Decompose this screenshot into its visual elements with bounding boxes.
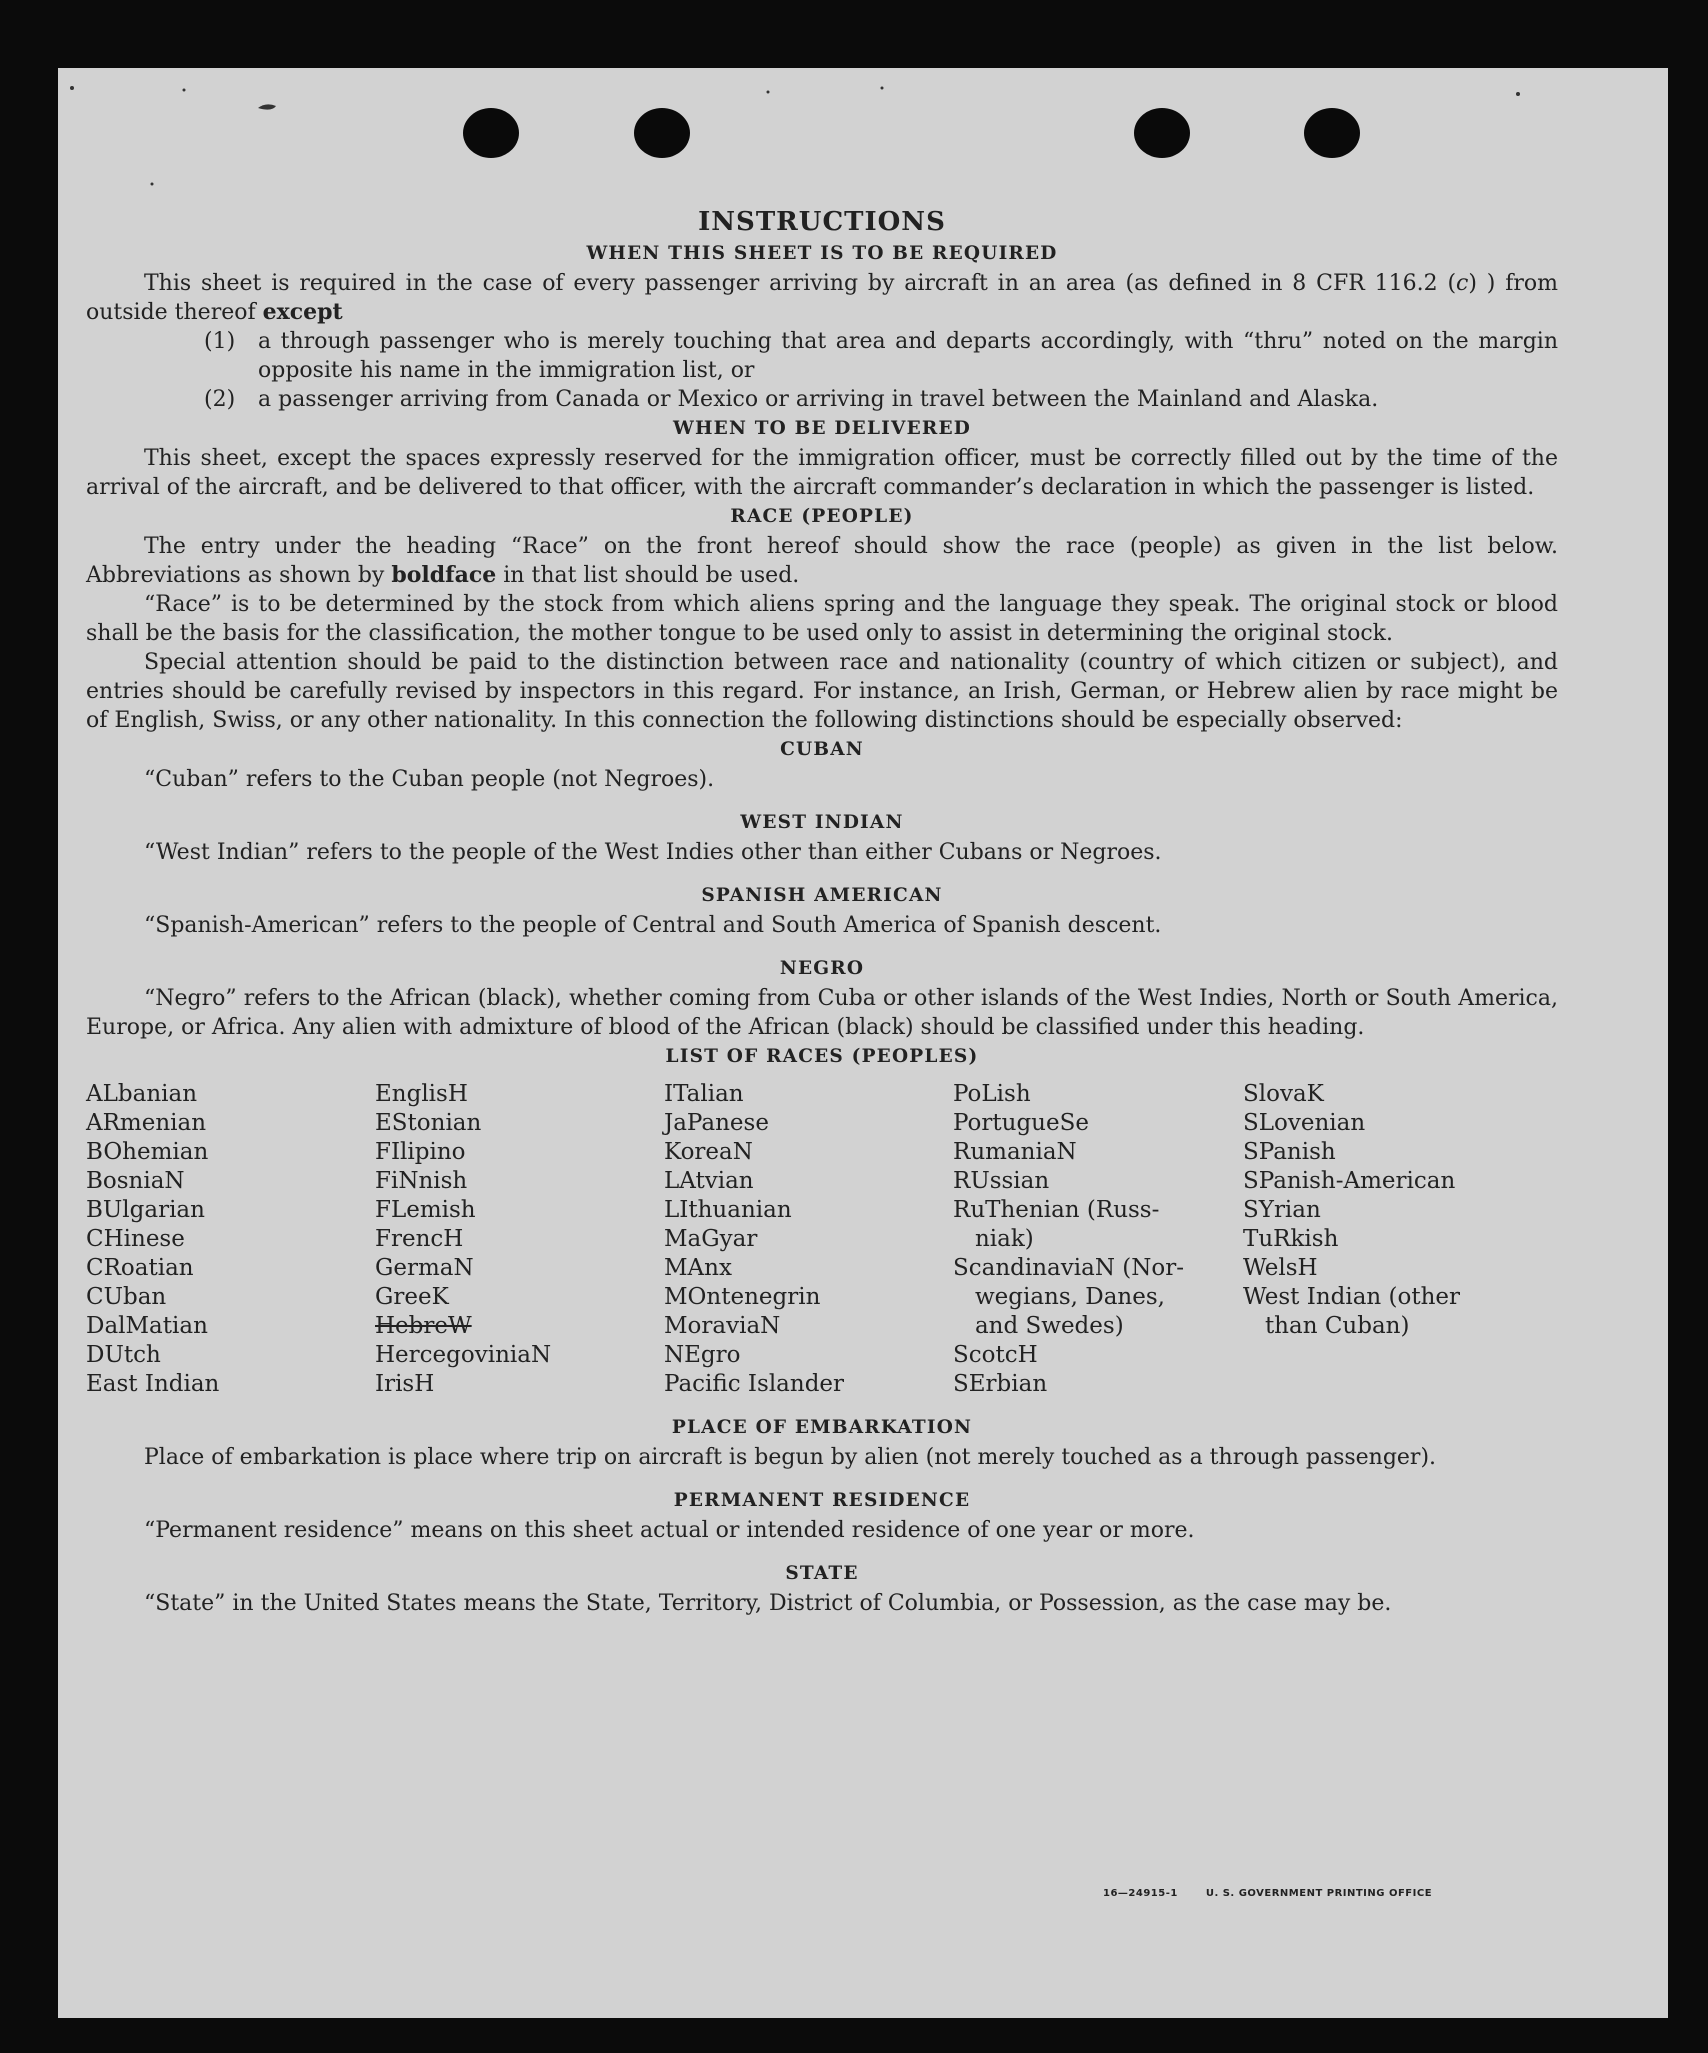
race-entry: EStonian xyxy=(375,1110,482,1136)
embarkation-text: Place of embarkation is place where trip on aircraft is begun by alien (not merely touched as a through passenger). xyxy=(144,1445,1437,1470)
race-entry: SPanish xyxy=(1243,1139,1336,1165)
required-intro: This sheet is required in the case of every passenger arriving by aircraft in an area (as defined in 8 CFR 116.2 (c) ) from outside thereof except xyxy=(86,271,1559,325)
race-entry: ARmenian xyxy=(86,1110,207,1136)
state-text: “State” in the United States means the State, Territory, District of Columbia, or Possession, as the case may be. xyxy=(144,1591,1392,1616)
race-entry: JaPanese xyxy=(664,1110,769,1136)
races-column xyxy=(953,1080,1243,1399)
race-entry: RumaniaN xyxy=(953,1139,1077,1165)
race-entry: FiNnish xyxy=(375,1168,468,1194)
race-paragraph-1: The entry under the heading “Race” on the front hereof should show the race (people) as given in the list below. Abbreviations as shown by boldface in that list should be used. xyxy=(86,534,1558,588)
race-entry: TuRkish xyxy=(1243,1226,1339,1252)
required-item: (2) a passenger arriving from Canada or Mexico or arriving in travel between the Mainland and Alaska. xyxy=(204,387,1379,412)
race-entry: FrencH xyxy=(375,1226,464,1252)
section-heading-residence: PERMANENT RESIDENCE xyxy=(673,1490,971,1511)
section-heading-required: WHEN THIS SHEET IS TO BE REQUIRED xyxy=(586,243,1058,264)
race-entry: BUlgarian xyxy=(86,1197,205,1223)
race-entry: HebreW xyxy=(375,1313,472,1339)
residence-text: “Permanent residence” means on this sheet actual or intended residence of one year or more. xyxy=(144,1518,1195,1543)
race-entry: FLemish xyxy=(375,1197,476,1223)
section-heading-state: STATE xyxy=(785,1563,859,1584)
races-column xyxy=(664,1080,953,1399)
section-heading-negro: NEGRO xyxy=(779,958,865,979)
races-column xyxy=(375,1080,664,1399)
race-entry: MoraviaN xyxy=(664,1313,781,1339)
race-paragraph-2: “Race” is to be determined by the stock from which aliens spring and the language they speak. The original stock or blood shall be the basis for the classification, the mother tongue to be used only to assist in determining the original stock. xyxy=(86,592,1558,646)
race-entry: NEgro xyxy=(664,1342,741,1368)
race-entry: ScotcH xyxy=(953,1342,1038,1368)
race-entry: SlovaK xyxy=(1243,1081,1324,1107)
section-heading-spanish-american: SPANISH AMERICAN xyxy=(701,885,943,906)
spanish-american-text: “Spanish-American” refers to the people of Central and South America of Spanish descent. xyxy=(144,913,1162,938)
race-entry: East Indian xyxy=(86,1371,220,1397)
race-entry: SLovenian xyxy=(1243,1110,1366,1136)
section-heading-embarkation: PLACE OF EMBARKATION xyxy=(671,1417,973,1438)
race-paragraph-3: Special attention should be paid to the distinction between race and nationality (country of which citizen or subject), and entries should be carefully revised by inspectors in this regard. For instance, an Irish, German, or Hebrew alien by race might be of English, Swiss, or any other nationality. In this connection the following distinctions should be especially observed: xyxy=(86,650,1558,733)
races-list xyxy=(86,1080,1558,1399)
race-entry: DUtch xyxy=(86,1342,161,1368)
section-heading-cuban: CUBAN xyxy=(780,739,864,760)
delivered-text: This sheet, except the spaces expressly reserved for the immigration officer, must be correctly filled out by the time of the arrival of the aircraft, and be delivered to that officer, with the aircraft commander’s declaration in which the passenger is listed. xyxy=(86,446,1558,500)
races-column xyxy=(86,1080,375,1399)
race-entry: West Indian (other than Cuban) xyxy=(1243,1284,1461,1339)
race-entry: LIthuanian xyxy=(664,1197,792,1223)
section-heading-race: RACE (PEOPLE) xyxy=(730,506,914,527)
race-entry: BOhemian xyxy=(86,1139,209,1165)
race-entry: RUssian xyxy=(953,1168,1050,1194)
race-entry: SErbian xyxy=(953,1371,1048,1397)
race-entry: WelsH xyxy=(1243,1255,1318,1281)
race-entry: IrisH xyxy=(375,1371,435,1397)
race-entry: MAnx xyxy=(664,1255,732,1281)
section-heading-west-indian: WEST INDIAN xyxy=(740,812,904,833)
race-entry: EnglisH xyxy=(375,1081,468,1107)
race-entry: ALbanian xyxy=(86,1081,198,1107)
race-entry: FIlipino xyxy=(375,1139,466,1165)
races-column xyxy=(1243,1080,1538,1399)
required-item: (1) a through passenger who is merely touching that area and departs accordingly, with “thru” noted on the margin opposite his name in the immigration list, or xyxy=(204,329,1558,383)
instructions-body xyxy=(86,205,1558,1618)
section-heading-delivered: WHEN TO BE DELIVERED xyxy=(673,418,971,439)
section-heading-races-list: LIST OF RACES (PEOPLES) xyxy=(665,1046,979,1067)
race-entry: DalMatian xyxy=(86,1313,208,1339)
page-title: INSTRUCTIONS xyxy=(698,207,946,237)
race-entry: SPanish-American xyxy=(1243,1168,1456,1194)
document-sheet xyxy=(58,68,1668,2018)
race-entry: MaGyar xyxy=(664,1226,758,1252)
negro-text: “Negro” refers to the African (black), whether coming from Cuba or other islands of the West Indies, North or South America, Europe, or Africa. Any alien with admixture of blood of the African (black) should be classified under this heading. xyxy=(86,986,1558,1040)
race-entry: LAtvian xyxy=(664,1168,754,1194)
race-entry: GermaN xyxy=(375,1255,474,1281)
west-indian-text: “West Indian” refers to the people of the West Indies other than either Cubans or Negroes. xyxy=(144,840,1162,865)
print-footer xyxy=(1103,1888,1432,1899)
race-entry: PortugueSe xyxy=(953,1110,1089,1136)
race-entry: HercegoviniaN xyxy=(375,1342,552,1368)
race-entry: SYrian xyxy=(1243,1197,1321,1223)
cuban-text: “Cuban” refers to the Cuban people (not Negroes). xyxy=(144,767,715,792)
race-entry: Pacific Islander xyxy=(664,1371,845,1397)
form-number: 16—24915-1 xyxy=(1103,1888,1178,1899)
race-entry: PoLish xyxy=(953,1081,1031,1107)
race-entry: BosniaN xyxy=(86,1168,185,1194)
race-entry: CRoatian xyxy=(86,1255,194,1281)
race-entry: MOntenegrin xyxy=(664,1284,821,1310)
race-entry: GreeK xyxy=(375,1284,449,1310)
race-entry: ScandinaviaN (Nor- wegians, Danes, and Swedes) xyxy=(953,1255,1184,1339)
race-entry: RuThenian (Russ- niak) xyxy=(953,1197,1160,1252)
race-entry: KoreaN xyxy=(664,1139,753,1165)
race-entry: ITalian xyxy=(664,1081,744,1107)
race-entry: CUban xyxy=(86,1284,167,1310)
race-entry: CHinese xyxy=(86,1226,185,1252)
printer-name: U. S. GOVERNMENT PRINTING OFFICE xyxy=(1205,1888,1433,1899)
